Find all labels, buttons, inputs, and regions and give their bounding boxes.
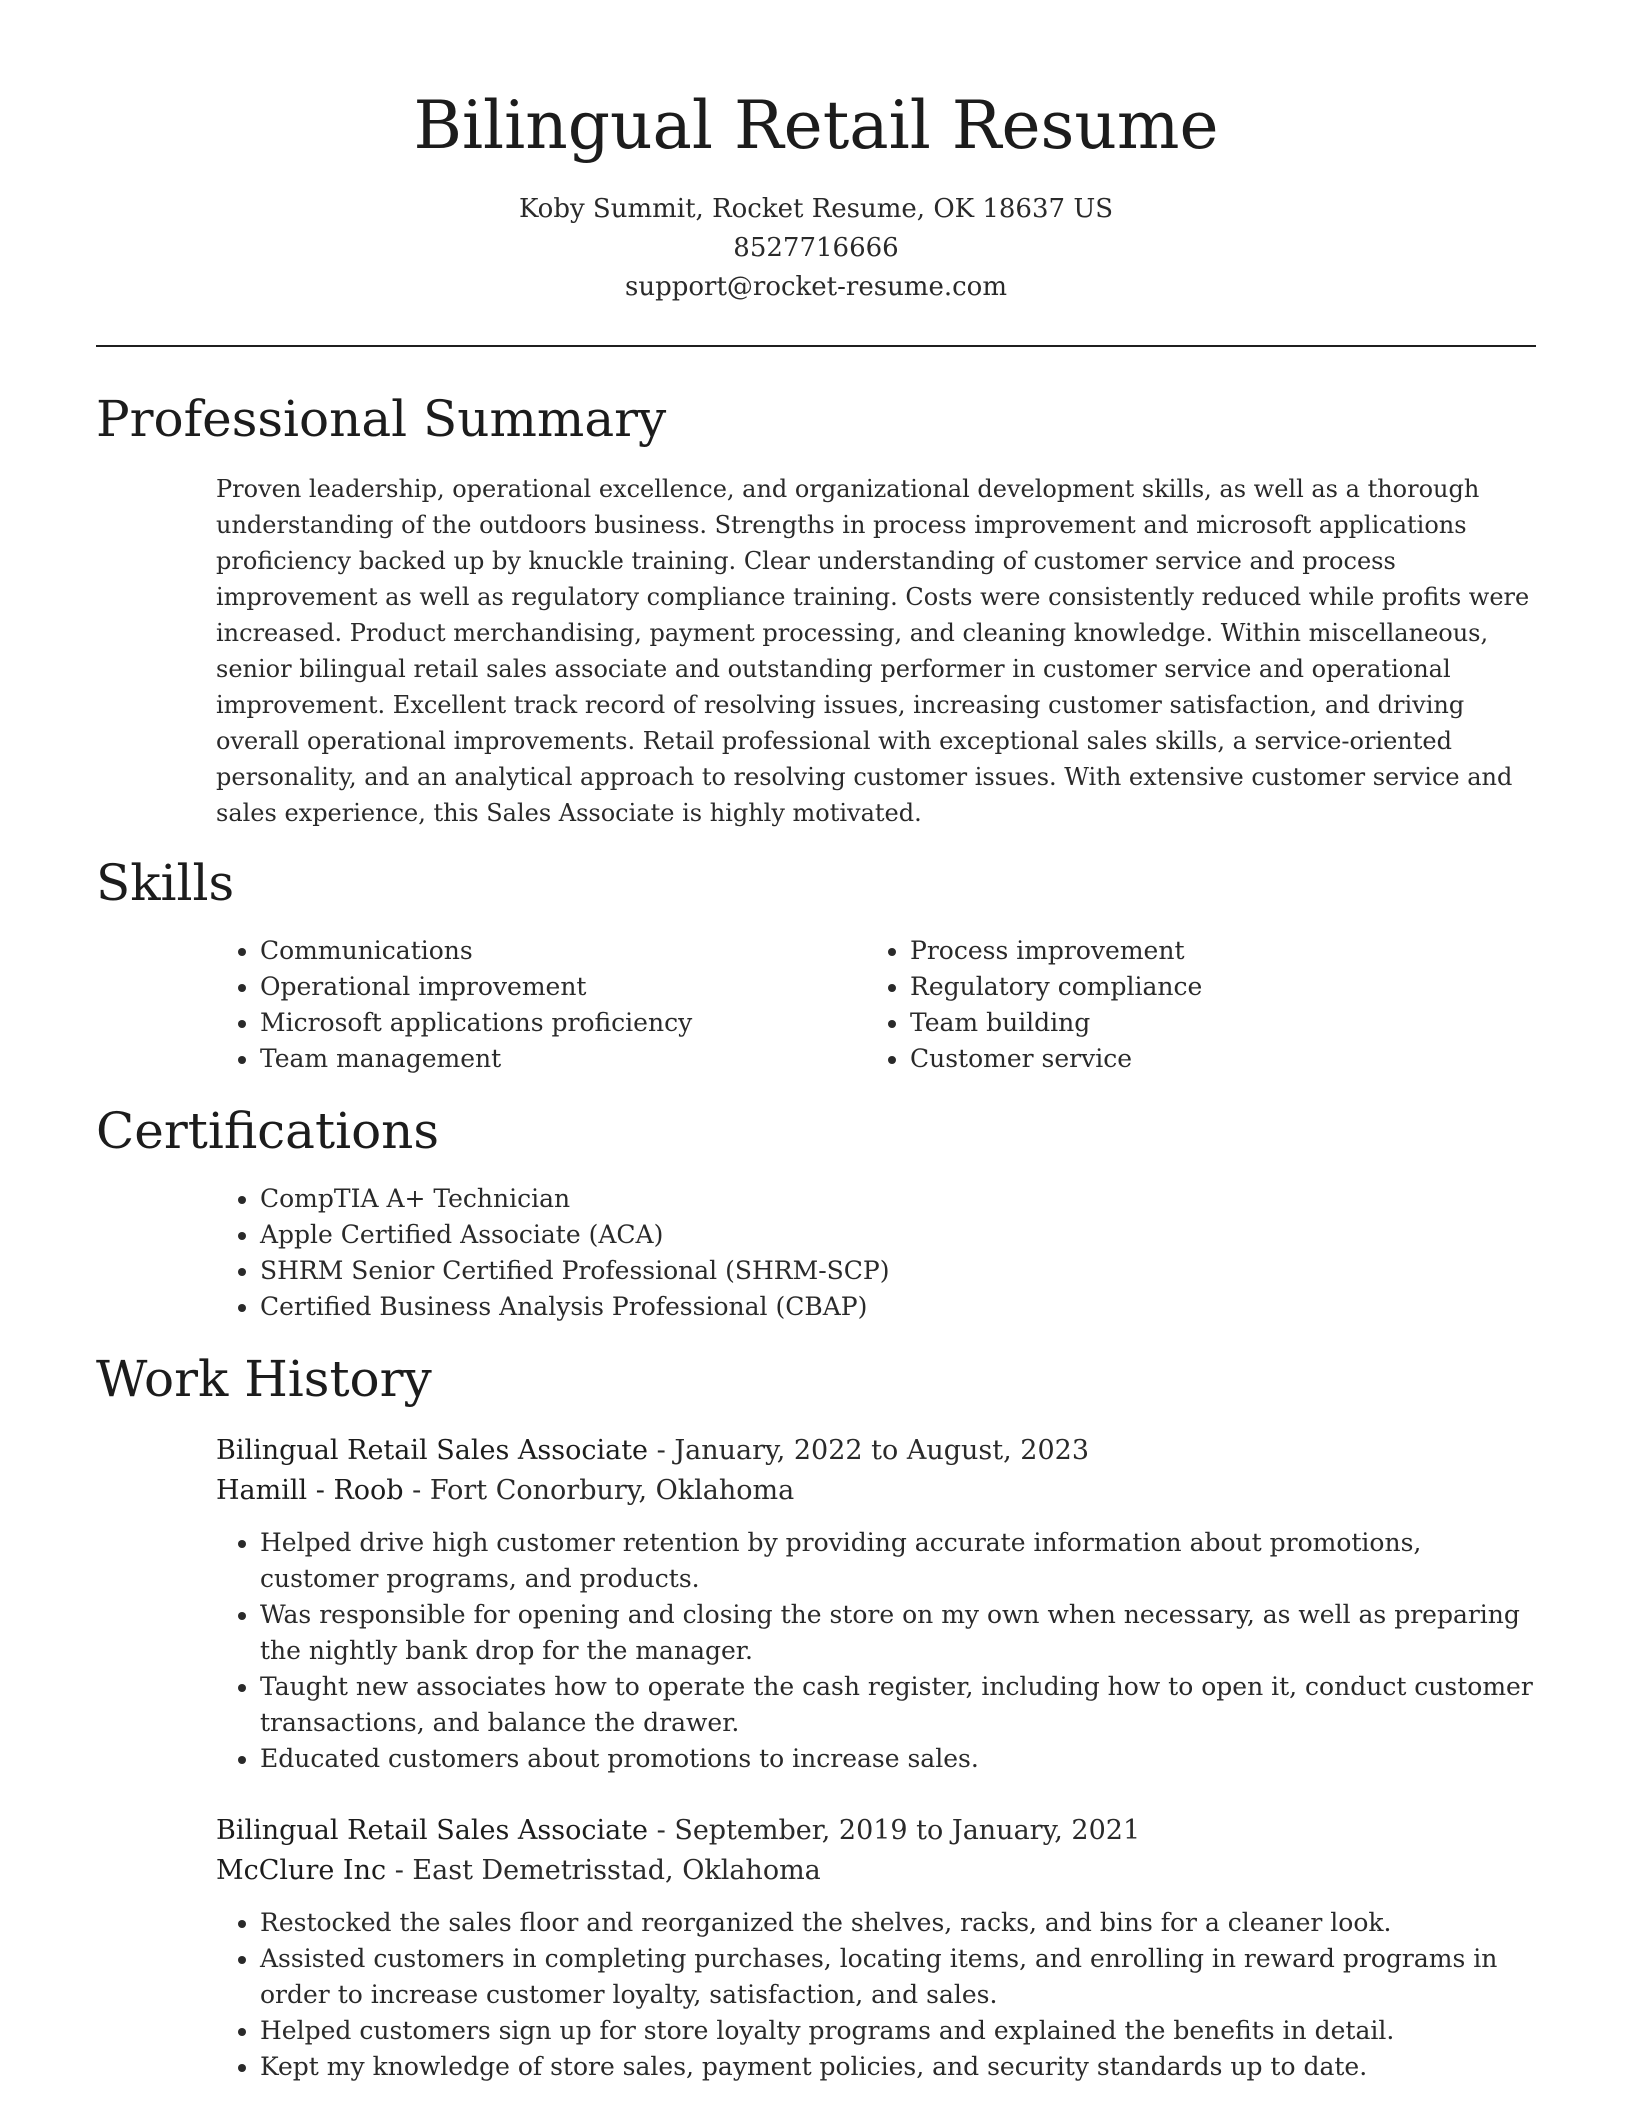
job-duty-item: • Restocked the sales floor and reorganized the shelves, racks, and bins for a cleaner look. [260, 1905, 1536, 1941]
job-role: Bilingual Retail Sales Associate [216, 1815, 649, 1846]
skills-column-left [216, 933, 866, 1077]
job-duty-item: • Taught new associates how to operate the cash register, including how to open it, conduct customer transactions, and balance the drawer. [260, 1669, 1536, 1741]
skill-item: • Customer service [910, 1041, 1516, 1077]
skills-heading: Skills [96, 854, 235, 912]
certification-item: • Certified Business Analysis Professional (CBAP) [260, 1289, 1536, 1325]
job-entry [216, 1431, 1536, 1777]
job-duty-item: • Assisted customers in completing purchases, locating items, and enrolling in reward programs in order to increase customer loyalty, satisfaction, and sales. [260, 1941, 1536, 2013]
job-title-line: Bilingual Retail Sales Associate - January, 2022 to August, 2023 [216, 1435, 1089, 1466]
job-company-line: McClure Inc - East Demetrisstad, Oklahoma [216, 1855, 821, 1886]
skills-column-right [866, 933, 1516, 1077]
skill-item: • Operational improvement [260, 969, 866, 1005]
skill-item: • Team management [260, 1041, 866, 1077]
job-company: Hamill - Roob [216, 1475, 404, 1506]
contact-address: Koby Summit, Rocket Resume, OK 18637 US [518, 194, 1114, 224]
summary-text: Proven leadership, operational excellence, and organizational development skills, as well as a thorough understanding of the outdoors business. Strengths in process improvement and microsoft applications proficiency backed up by knuckle training. Clear understanding of customer service and process improvement as well as regulatory compliance training. Costs were consistently reduced while profits were increased. Product merchandising, payment processing, and cleaning knowledge. Within miscellaneous, senior bilingual retail sales associate and outstanding performer in customer service and operational improvement. Excellent track record of resolving issues, increasing customer satisfaction, and driving overall operational improvements. Retail professional with exceptional sales skills, a service-oriented personality, and an analytical approach to resolving customer issues. With extensive customer service and sales experience, this Sales Associate is highly motivated. [216, 475, 1530, 827]
resume-header [96, 0, 1536, 307]
job-company: McClure Inc [216, 1855, 387, 1886]
contact-email: support@rocket-resume.com [624, 272, 1007, 302]
job-dates: September, 2019 to January, 2021 [674, 1815, 1141, 1846]
resume-title: Bilingual Retail Resume [413, 87, 1219, 164]
certification-item: • Apple Certified Associate (ACA) [260, 1217, 1536, 1253]
job-duty-item: • Was responsible for opening and closing the store on my own when necessary, as well as preparing the nightly bank drop for the manager. [260, 1597, 1536, 1669]
certifications-heading: Certifications [96, 1102, 440, 1160]
job-entry [216, 1811, 1536, 2085]
skills-list [216, 933, 1536, 1077]
job-company-line: Hamill - Roob - Fort Conorbury, Oklahoma [216, 1475, 795, 1506]
job-dates: January, 2022 to August, 2023 [674, 1435, 1089, 1466]
job-role: Bilingual Retail Sales Associate [216, 1435, 649, 1466]
skill-item: • Regulatory compliance [910, 969, 1516, 1005]
job-duty-item: • Educated customers about promotions to increase sales. [260, 1741, 1536, 1777]
contact-phone: 8527716666 [733, 233, 899, 263]
summary-heading: Professional Summary [96, 390, 667, 448]
certification-item: • CompTIA A+ Technician [260, 1181, 1536, 1217]
work-history-heading: Work History [96, 1350, 432, 1408]
skill-item: • Process improvement [910, 933, 1516, 969]
skill-item: • Communications [260, 933, 866, 969]
contact-block [96, 190, 1536, 307]
job-duties [216, 1905, 1536, 2085]
job-location: East Demetrisstad, Oklahoma [412, 1855, 821, 1886]
job-duty-item: • Kept my knowledge of store sales, payment policies, and security standards up to date. [260, 2049, 1536, 2085]
job-location: Fort Conorbury, Oklahoma [429, 1475, 795, 1506]
job-title-line: Bilingual Retail Sales Associate - September, 2019 to January, 2021 [216, 1815, 1141, 1846]
job-duty-item: • Helped customers sign up for store loyalty programs and explained the benefits in detail. [260, 2013, 1536, 2049]
skill-item: • Microsoft applications proficiency [260, 1005, 866, 1041]
header-divider [96, 345, 1536, 347]
resume-page [96, 0, 1536, 2085]
certification-item: • SHRM Senior Certified Professional (SHRM-SCP) [260, 1253, 1536, 1289]
job-duty-item: • Helped drive high customer retention by providing accurate information about promotions, customer programs, and products. [260, 1525, 1536, 1597]
skill-item: • Team building [910, 1005, 1516, 1041]
job-duties [216, 1525, 1536, 1777]
certifications-list [216, 1181, 1536, 1325]
